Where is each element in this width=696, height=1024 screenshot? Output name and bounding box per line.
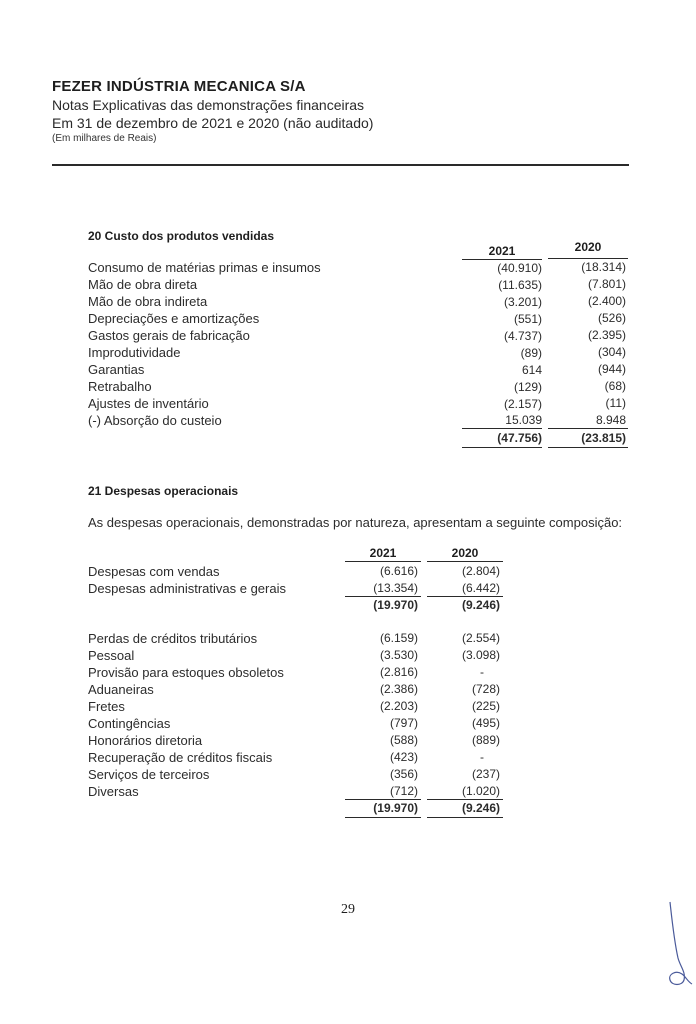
section-21-intro: As despesas operacionais, demonstradas por natureza, apresentam a seguinte composição: — [88, 515, 623, 530]
value-2020: 8.948 — [595, 413, 626, 427]
s20-subtotal-line-2021 — [462, 428, 542, 429]
row-label: Consumo de matérias primas e insumos — [88, 260, 321, 275]
value-2021: (6.616) — [379, 564, 418, 578]
s21-col-2021: 2021 — [369, 546, 397, 560]
value-2021: (797) — [389, 716, 418, 730]
value-2020: (944) — [597, 362, 626, 376]
value-2020: (526) — [597, 311, 626, 325]
value-2020: (237) — [471, 767, 500, 781]
s20-subtotal-line-2020 — [548, 428, 628, 429]
value-2021: (129) — [513, 380, 542, 394]
row-label: Perdas de créditos tributários — [88, 631, 258, 646]
value-2020: (225) — [471, 699, 500, 713]
value-2021: (40.910) — [497, 261, 542, 275]
s20-total-line-2021 — [462, 447, 542, 448]
row-label: (-) Absorção do custeio — [88, 413, 222, 428]
value-2020: (2.554) — [461, 631, 500, 645]
s21-col-2020-underline — [427, 561, 503, 562]
value-2021: (356) — [389, 767, 418, 781]
value-2021: (2.157) — [503, 397, 542, 411]
value-2021: (588) — [389, 733, 418, 747]
value-2020: - — [480, 750, 484, 764]
value-2021: (712) — [389, 784, 418, 798]
company-name: FEZER INDÚSTRIA MECANICA S/A — [52, 78, 306, 95]
row-label: Gastos gerais de fabricação — [88, 328, 250, 343]
row-label: Retrabalho — [88, 379, 152, 394]
row-label: Fretes — [88, 699, 125, 714]
row-label: Honorários diretoria — [88, 733, 203, 748]
value-2020: (304) — [597, 345, 626, 359]
page-number: 29 — [341, 902, 355, 917]
report-period: Em 31 de dezembro de 2021 e 2020 (não auditado) — [52, 115, 374, 131]
s20-col-2020-underline — [548, 258, 628, 259]
s21b-subtotal-line-2020 — [427, 799, 503, 800]
value-2020: (3.098) — [461, 648, 500, 662]
row-label: Ajustes de inventário — [88, 396, 209, 411]
row-label: Recuperação de créditos fiscais — [88, 750, 273, 765]
value-2021: (4.737) — [503, 329, 542, 343]
row-label: Aduaneiras — [88, 682, 154, 697]
value-2021: (3.530) — [379, 648, 418, 662]
row-label: Despesas com vendas — [88, 564, 220, 579]
s21b-subtotal-line-2021 — [345, 799, 421, 800]
signature — [656, 900, 696, 990]
row-label: Garantias — [88, 362, 145, 377]
s21b-total-line-2020 — [427, 817, 503, 818]
s21b-total-line-2021 — [345, 817, 421, 818]
value-2020: (495) — [471, 716, 500, 730]
value-2021: (2.816) — [379, 665, 418, 679]
s21a-subtotal-line-2021 — [345, 596, 421, 597]
value-2021: (13.354) — [373, 581, 418, 595]
row-label: Contingências — [88, 716, 171, 731]
row-label: Provisão para estoques obsoletos — [88, 665, 284, 680]
row-label: Mão de obra indireta — [88, 294, 208, 309]
s21a-subtotal-line-2020 — [427, 596, 503, 597]
value-2021: (89) — [520, 346, 542, 360]
value-2021: (423) — [389, 750, 418, 764]
value-2020: (2.400) — [587, 294, 626, 308]
value-2020: (18.314) — [581, 260, 626, 274]
s21a-total-2020: (9.246) — [461, 598, 500, 612]
s20-total-2020: (23.815) — [581, 431, 626, 445]
row-label: Pessoal — [88, 648, 135, 663]
s21-col-2021-underline — [345, 561, 421, 562]
value-2020: (7.801) — [587, 277, 626, 291]
value-2021: (3.201) — [503, 295, 542, 309]
value-2021: (6.159) — [379, 631, 418, 645]
value-2020: (6.442) — [461, 581, 500, 595]
value-2021: 15.039 — [505, 413, 542, 427]
value-2020: (2.804) — [461, 564, 500, 578]
s21b-total-2020: (9.246) — [461, 801, 500, 815]
value-2020: - — [480, 665, 484, 679]
value-2020: (728) — [471, 682, 500, 696]
header-divider — [52, 164, 629, 166]
value-2020: (2.395) — [587, 328, 626, 342]
row-label: Improdutividade — [88, 345, 181, 360]
value-2020: (68) — [604, 379, 626, 393]
value-2021: (2.203) — [379, 699, 418, 713]
value-2021: (2.386) — [379, 682, 418, 696]
row-label: Diversas — [88, 784, 139, 799]
row-label: Mão de obra direta — [88, 277, 198, 292]
s20-col-2021: 2021 — [488, 244, 516, 258]
row-label: Depreciações e amortizações — [88, 311, 260, 326]
s21a-total-2021: (19.970) — [373, 598, 418, 612]
section-21-title: 21 Despesas operacionais — [88, 484, 239, 498]
report-subtitle: Notas Explicativas das demonstrações financeiras — [52, 97, 365, 113]
section-20-title: 20 Custo dos produtos vendidas — [88, 229, 275, 243]
value-2020: (889) — [471, 733, 500, 747]
currency-unit: (Em milhares de Reais) — [52, 133, 157, 144]
s21b-total-2021: (19.970) — [373, 801, 418, 815]
s20-total-2021: (47.756) — [497, 431, 542, 445]
row-label: Despesas administrativas e gerais — [88, 581, 286, 596]
value-2021: (551) — [513, 312, 542, 326]
value-2020: (11) — [605, 396, 626, 410]
s20-total-line-2020 — [548, 447, 628, 448]
s21-col-2020: 2020 — [451, 546, 479, 560]
s20-col-2020: 2020 — [574, 240, 602, 254]
value-2021: 614 — [521, 363, 542, 377]
row-label: Serviços de terceiros — [88, 767, 210, 782]
value-2021: (11.635) — [498, 278, 542, 292]
value-2020: (1.020) — [461, 784, 500, 798]
